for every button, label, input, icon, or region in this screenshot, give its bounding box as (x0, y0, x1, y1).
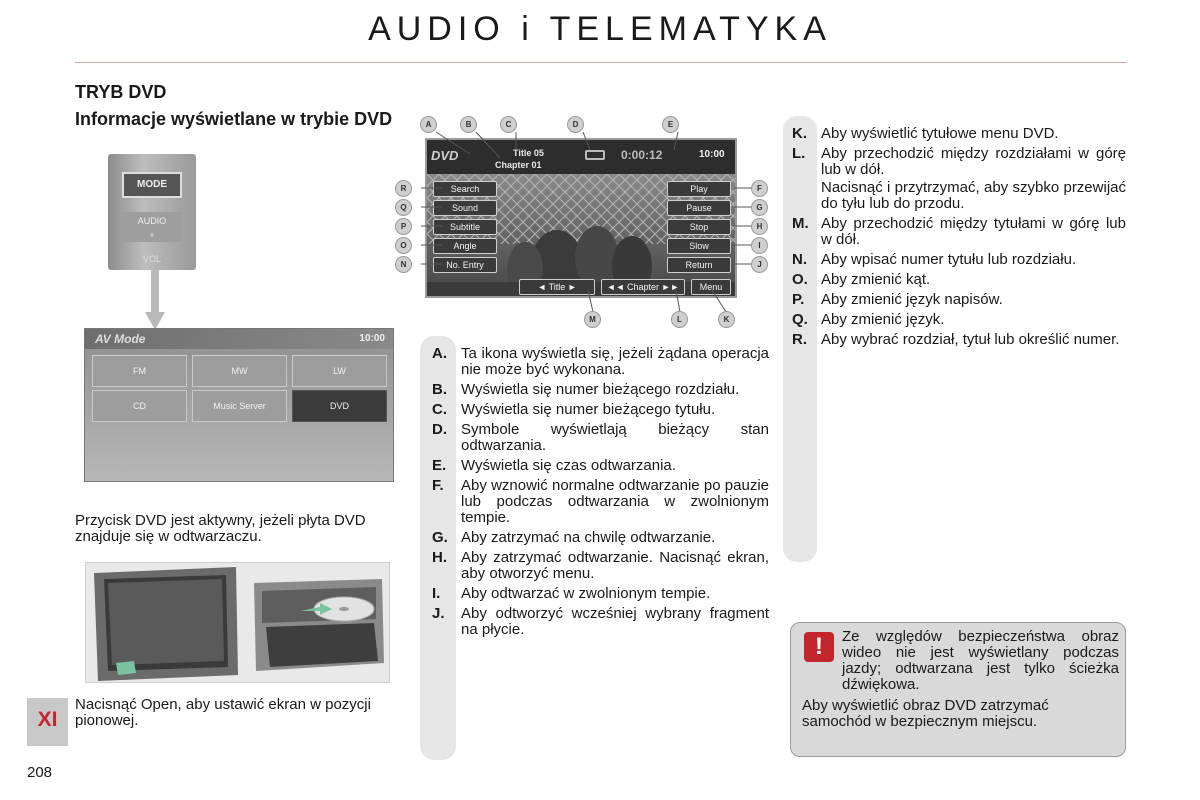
marker-i: I (751, 237, 768, 254)
warning-text: Ze względów bezpieczeństwa obraz wideo nie jest wyświetlany podczas jazdy; odtwarzana jest tylko ścieżka dźwiękowa. (842, 628, 1119, 693)
definition-letter: A. (432, 345, 447, 362)
dvd-button-search[interactable]: Search (433, 181, 497, 197)
definition-text: Aby zmienić język. (821, 311, 945, 328)
dvd-button-subtitle[interactable]: Subtitle (433, 219, 497, 235)
definitions-middle (432, 346, 769, 642)
vol-label: VOL (142, 254, 161, 264)
dvd-clock: 10:00 (699, 149, 725, 160)
definition-m (792, 216, 1126, 248)
definition-h (432, 550, 769, 582)
av-mode-title: AV Mode (95, 332, 146, 346)
definition-a (432, 346, 769, 378)
av-button-dvd[interactable]: DVD (292, 390, 387, 422)
definition-letter: O. (792, 271, 808, 288)
av-button-fm[interactable]: FM (92, 355, 187, 387)
av-topbar (85, 329, 393, 349)
marker-m: M (584, 311, 601, 328)
definitions-right (792, 126, 1126, 352)
definition-n (792, 252, 1126, 268)
definition-j (432, 606, 769, 638)
subsection-title: Informacje wyświetlane w trybie DVD (75, 109, 393, 129)
definition-text: Aby przechodzić między tytułami w górę lub w dół. (821, 215, 1126, 248)
section-title: TRYB DVD (75, 82, 167, 102)
av-button-music-server[interactable]: Music Server (192, 390, 287, 422)
definition-d (432, 422, 769, 454)
dvd-button-return[interactable]: Return (667, 257, 731, 273)
definition-b (432, 382, 769, 398)
definition-text: Aby wznowić normalne odtwarzanie po pauzie lub podczas odtwarzania w zwolnionym tempie. (461, 477, 769, 526)
av-clock: 10:00 (359, 333, 385, 344)
dvd-button-no-entry[interactable]: No. Entry (433, 257, 497, 273)
warning-icon: ! (804, 632, 834, 662)
audio-button (122, 212, 182, 242)
marker-o: O (395, 237, 412, 254)
definition-k (792, 126, 1126, 142)
definition-letter: Q. (792, 311, 808, 328)
marker-l: L (671, 311, 688, 328)
definition-text: Wyświetla się numer bieżącego rozdziału. (461, 381, 740, 398)
definition-text: Aby zmienić kąt. (821, 271, 931, 288)
caption-dvd-active: Przycisk DVD jest aktywny, jeżeli płyta DVD znajduje się w odtwarzaczu. (75, 512, 366, 545)
definition-letter: N. (792, 251, 807, 268)
marker-q: Q (395, 199, 412, 216)
marker-p: P (395, 218, 412, 235)
dvd-button-menu[interactable]: Menu (691, 279, 731, 295)
definition-letter: K. (792, 125, 807, 142)
definition-letter: H. (432, 549, 447, 566)
dvd-button-play[interactable]: Play (667, 181, 731, 197)
leader-lines (390, 110, 780, 330)
dvd-logo: DVD (431, 148, 459, 163)
dvd-chapter-number: Chapter 01 (495, 160, 542, 170)
marker-b: B (460, 116, 477, 133)
definition-text: Aby zmienić język napisów. (821, 291, 1003, 308)
marker-k: K (718, 311, 735, 328)
device-illustration (86, 563, 390, 683)
dvd-play-time: 0:00:12 (621, 148, 663, 162)
dvd-button-chapter[interactable]: ◄◄ Chapter ►► (601, 279, 685, 295)
marker-a: A (420, 116, 437, 133)
definition-g (432, 530, 769, 546)
definition-text: Aby wybrać rozdział, tytuł lub określić numer. (821, 331, 1120, 348)
definition-text: Symbole wyświetlają bieżący stan odtwarzania. (461, 421, 769, 454)
marker-g: G (751, 199, 768, 216)
definition-text: Ta ikona wyświetla się, jeżeli żądana operacja nie może być wykonana. (461, 345, 769, 378)
definition-text: Wyświetla się czas odtwarzania. (461, 457, 676, 474)
definition-text: Aby przechodzić między rozdziałami w górę lub w dół. (821, 145, 1126, 178)
marker-h: H (751, 218, 768, 235)
definition-letter: P. (792, 291, 805, 308)
page-number: 208 (27, 764, 53, 781)
definition-letter: J. (432, 605, 445, 622)
mode-button: MODE (122, 172, 182, 198)
definition-text: Aby wpisać numer tytułu lub rozdziału. (821, 251, 1077, 268)
definition-p (792, 292, 1126, 308)
marker-r: R (395, 180, 412, 197)
definition-letter: C. (432, 401, 447, 418)
device-photo (85, 562, 390, 683)
marker-d: D (567, 116, 584, 133)
dvd-button-sound[interactable]: Sound (433, 200, 497, 216)
dvd-button-stop[interactable]: Stop (667, 219, 731, 235)
down-arrow-icon (145, 270, 165, 332)
definition-c (432, 402, 769, 418)
av-button-cd[interactable]: CD (92, 390, 187, 422)
definition-letter: D. (432, 421, 447, 438)
dvd-button-angle[interactable]: Angle (433, 238, 497, 254)
definition-letter: I. (432, 585, 441, 602)
definition-text: Aby odtwarzać w zwolnionym tempie. (461, 585, 711, 602)
definition-text: Aby zatrzymać na chwilę odtwarzanie. (461, 529, 716, 546)
dvd-button-slow[interactable]: Slow (667, 238, 731, 254)
definition-r (792, 332, 1126, 348)
marker-j: J (751, 256, 768, 273)
definition-letter: G. (432, 529, 448, 546)
marker-n: N (395, 256, 412, 273)
definition-o (792, 272, 1126, 288)
definition-i (432, 586, 769, 602)
av-button-lw[interactable]: LW (292, 355, 387, 387)
dvd-button-pause[interactable]: Pause (667, 200, 731, 216)
dvd-button-title[interactable]: ◄ Title ► (519, 279, 595, 295)
definition-letter: E. (432, 457, 447, 474)
chapter-number: XI (37, 708, 58, 731)
definition-text: Aby wyświetlić tytułowe menu DVD. (821, 125, 1059, 142)
definition-text: Aby odtworzyć wcześniej wybrany fragment na płycie. (461, 605, 769, 638)
marker-e: E (662, 116, 679, 133)
definition-text: Wyświetla się numer bieżącego tytułu. (461, 401, 716, 418)
definition-letter: R. (792, 331, 807, 348)
av-mode-screen (84, 328, 394, 482)
definition-letter: L. (792, 145, 806, 162)
definition-q (792, 312, 1126, 328)
warning-box (790, 622, 1126, 757)
definition-e (432, 458, 769, 474)
definition-l (792, 146, 1126, 178)
mode-button-photo (108, 154, 196, 270)
marker-c: C (500, 116, 517, 133)
dvd-title-number: Title 05 (513, 148, 544, 158)
definition-letter: B. (432, 381, 447, 398)
av-button-mw[interactable]: MW (192, 355, 287, 387)
definition-letter: M. (792, 215, 809, 232)
warning-instruction: Aby wyświetlić obraz DVD zatrzymać samochód w bezpiecznym miejscu. (802, 697, 1049, 730)
title-divider (75, 62, 1127, 63)
marker-f: F (751, 180, 768, 197)
definition-text: Aby zatrzymać odtwarzanie. Nacisnąć ekran, aby otworzyć menu. (461, 549, 769, 582)
definition-letter: F. (432, 477, 444, 494)
audio-label: AUDIO (137, 216, 167, 226)
caption-open-screen: Nacisnąć Open, aby ustawić ekran w pozycji pionowej. (75, 696, 371, 729)
plus-label: + (149, 230, 155, 240)
definition-l-extra: Nacisnąć i przytrzymać, aby szybko przewijać do tyłu lub do przodu. (821, 179, 1126, 212)
definition-f (432, 478, 769, 526)
page-title: AUDIO i TELEMATYKA (368, 10, 832, 48)
